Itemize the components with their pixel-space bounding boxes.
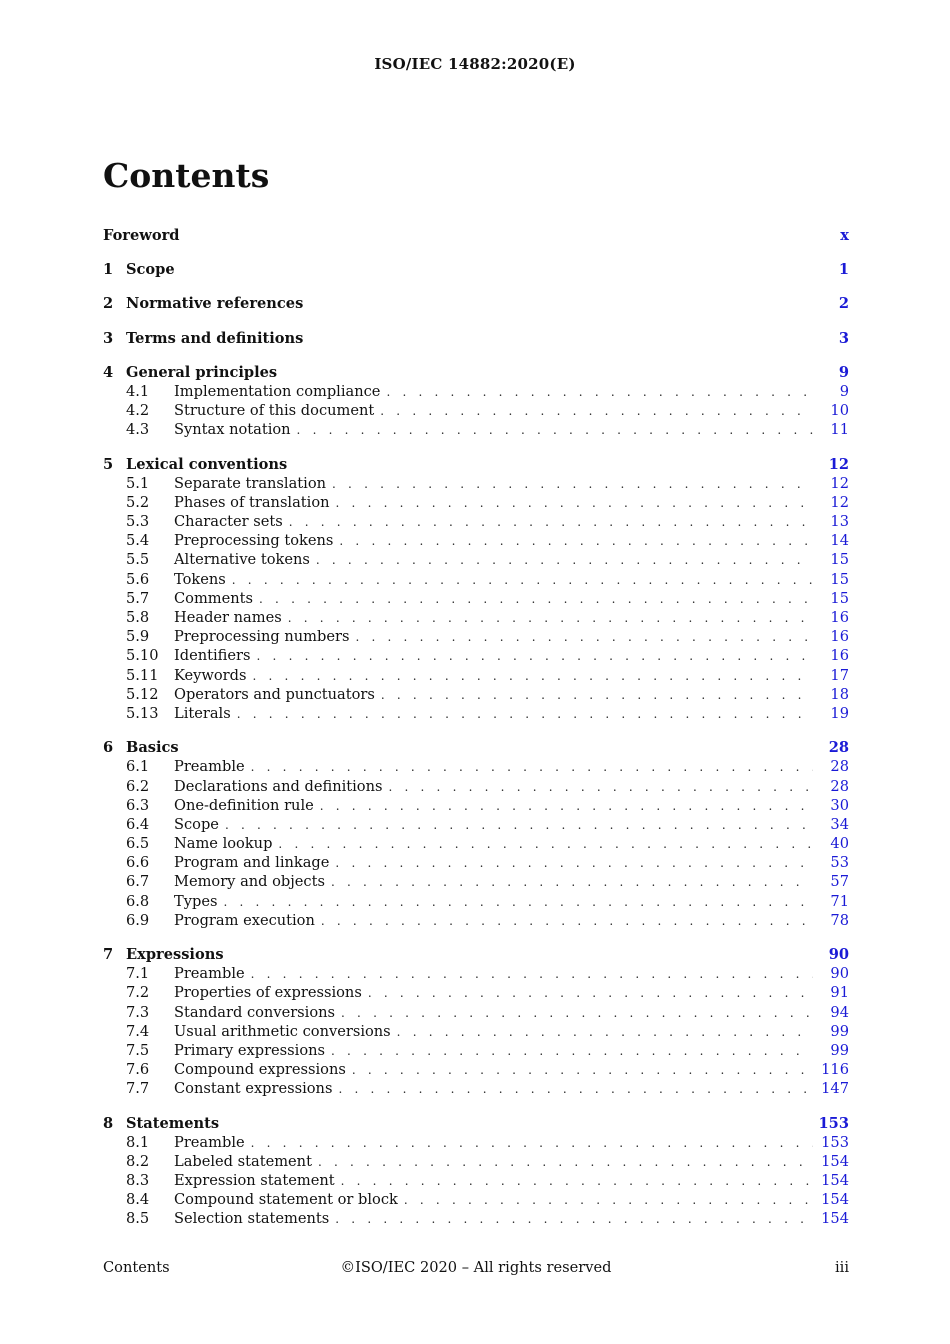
toc-section-entry[interactable] (103, 816, 849, 835)
toc-section-page-link[interactable]: 13 (830, 513, 849, 531)
dot-leader (335, 856, 813, 870)
toc-section-title[interactable]: Header names (174, 609, 282, 626)
toc-chapter-title[interactable]: Basics (126, 739, 179, 757)
toc-section-page-link[interactable]: 99 (830, 1041, 849, 1059)
toc-chapter-title[interactable]: Foreword (103, 227, 180, 244)
toc-chapter-page-link[interactable]: 2 (838, 295, 849, 313)
document-header: ISO/IEC 14882:2020(E) (374, 55, 576, 73)
toc-section-number: 6.5 (126, 835, 150, 853)
dot-leader (318, 1155, 813, 1169)
toc-section-entry[interactable] (103, 835, 849, 854)
toc-section-page-link[interactable]: 15 (830, 589, 849, 607)
toc-section-title[interactable]: Scope (174, 815, 219, 833)
toc-chapter (103, 261, 849, 280)
toc-section-entry[interactable] (103, 797, 849, 816)
toc-section-entry[interactable] (103, 1023, 849, 1042)
toc-chapter-entry[interactable] (103, 739, 849, 758)
toc-section-page-link[interactable]: 10 (830, 402, 849, 420)
toc-chapter (103, 364, 849, 441)
dot-leader (223, 895, 813, 909)
toc-section-entry[interactable] (103, 705, 849, 724)
toc-section-entry[interactable] (103, 667, 849, 686)
toc-chapter-page-link[interactable]: 90 (828, 946, 849, 963)
toc-section-entry[interactable] (103, 383, 849, 402)
toc-section-number: 6.1 (126, 758, 150, 776)
toc-section-number: 6.7 (126, 873, 150, 891)
toc-section-entry[interactable] (103, 609, 849, 628)
toc-section-title[interactable]: Compound statement or block (174, 1191, 398, 1209)
toc-section-number: 6.9 (126, 911, 150, 929)
toc-chapter-number: 5 (103, 455, 114, 473)
toc-chapter-page-link[interactable]: 12 (828, 455, 849, 473)
toc-chapter-number: 8 (103, 1114, 114, 1132)
toc-section-entry[interactable] (103, 494, 849, 513)
toc-section-page-link[interactable]: 18 (830, 685, 849, 703)
toc-section-entry[interactable] (103, 778, 849, 797)
toc-section-page-link[interactable]: 16 (830, 628, 849, 646)
toc-section-number: 7.5 (126, 1041, 150, 1059)
dot-leader (335, 1212, 813, 1226)
toc-section-entry[interactable] (103, 893, 849, 912)
dot-leader (251, 760, 813, 774)
dot-leader (368, 986, 813, 1000)
toc-section-number: 7.7 (126, 1080, 150, 1098)
toc-section-page-link[interactable]: 71 (830, 892, 849, 910)
toc-section-title[interactable]: Labeled statement (174, 1152, 312, 1170)
toc-section-entry[interactable] (103, 854, 849, 873)
toc-section-entry[interactable] (103, 1191, 849, 1210)
toc-section-title[interactable]: Tokens (174, 570, 226, 588)
toc-chapter-number: 4 (103, 363, 114, 381)
dot-leader (257, 649, 813, 663)
toc-section-number: 6.2 (126, 777, 150, 795)
toc-chapter-number: 3 (103, 329, 114, 347)
toc-chapter-page-link[interactable]: 1 (838, 261, 849, 279)
toc-chapter-entry[interactable] (103, 946, 849, 965)
toc-section-title[interactable]: Literals (174, 704, 231, 722)
toc-section-page-link[interactable]: 15 (830, 570, 849, 588)
toc-section-page-link[interactable]: 16 (830, 647, 849, 665)
toc-section-page-link[interactable]: 17 (830, 666, 849, 684)
toc-section-title[interactable]: Keywords (174, 666, 247, 684)
toc-section-page-link[interactable]: 154 (821, 1191, 849, 1209)
toc-section-entry[interactable] (103, 1042, 849, 1061)
dot-leader (336, 496, 813, 510)
toc-chapter-number: 7 (103, 946, 114, 963)
toc-section-page-link[interactable]: 9 (839, 382, 849, 400)
toc-section-entry[interactable] (103, 965, 849, 984)
dot-leader (237, 707, 813, 721)
dot-leader (331, 875, 813, 889)
toc-section-page-link[interactable]: 16 (830, 609, 849, 626)
toc-section-number: 4.3 (126, 421, 150, 439)
toc-section-page-link[interactable]: 91 (830, 984, 849, 1002)
toc-chapter-title[interactable]: General principles (126, 363, 278, 381)
dot-leader (380, 404, 813, 418)
toc-section-number: 5.11 (126, 666, 159, 684)
toc-section-title[interactable]: Operators and punctuators (174, 685, 375, 703)
toc-section-title[interactable]: Preamble (174, 1133, 245, 1151)
toc-section-number: 8.2 (126, 1152, 150, 1170)
toc-section-title[interactable]: Program and linkage (174, 854, 330, 872)
toc-section-page-link[interactable]: 147 (821, 1080, 849, 1098)
dot-leader (388, 780, 813, 794)
toc-section-page-link[interactable]: 154 (821, 1152, 849, 1170)
dot-leader (331, 1044, 813, 1058)
toc-section-number: 6.3 (126, 796, 150, 814)
toc-section-title[interactable]: Usual arithmetic conversions (174, 1022, 391, 1040)
toc-section-title[interactable]: Comments (174, 589, 254, 607)
toc-section-entry[interactable] (103, 1210, 849, 1229)
toc-section-title[interactable]: Properties of expressions (174, 984, 362, 1002)
toc-chapter-title[interactable]: Statements (126, 1114, 220, 1132)
toc-chapter-entry[interactable] (103, 1115, 849, 1134)
toc-chapter-title[interactable]: Terms and definitions (126, 329, 304, 347)
toc-chapter (103, 295, 849, 314)
toc-section-page-link[interactable]: 94 (830, 1003, 849, 1021)
toc-section-entry[interactable] (103, 475, 849, 494)
toc-section-number: 8.1 (126, 1133, 150, 1151)
toc-section-page-link[interactable]: 12 (830, 493, 849, 511)
toc-section-entry[interactable] (103, 513, 849, 532)
toc-section-page-link[interactable]: 99 (830, 1022, 849, 1040)
dot-leader (278, 837, 813, 851)
toc-section-title[interactable]: Declarations and definitions (174, 777, 383, 795)
toc-section-title[interactable]: Preamble (174, 758, 245, 776)
dot-leader (288, 611, 813, 625)
toc-section-title[interactable]: Constant expressions (174, 1080, 333, 1098)
toc-section-page-link[interactable]: 90 (830, 965, 849, 983)
footer-page-number: iii (834, 1259, 849, 1276)
toc-section-title[interactable]: Syntax notation (174, 421, 291, 439)
dot-leader (225, 818, 813, 832)
toc-chapter-entry[interactable] (103, 364, 849, 383)
toc-section-entry[interactable] (103, 912, 849, 931)
toc-section-title[interactable]: Structure of this document (174, 402, 375, 420)
toc-section-number: 7.2 (126, 984, 150, 1002)
dot-leader (339, 534, 813, 548)
toc-section-number: 5.7 (126, 589, 150, 607)
dot-leader (338, 1082, 813, 1096)
dot-leader (355, 630, 813, 644)
toc-section-number: 4.2 (126, 402, 150, 420)
toc-section-number: 5.2 (126, 493, 150, 511)
toc-chapter-title[interactable]: Lexical conventions (126, 455, 288, 473)
toc-section-number: 6.6 (126, 854, 150, 872)
toc-section-entry[interactable] (103, 1172, 849, 1191)
toc-section-number: 5.5 (126, 551, 150, 569)
footer-copyright: ©ISO/IEC 2020 – All rights reserved (340, 1259, 612, 1276)
toc-section-title[interactable]: Program execution (174, 911, 315, 929)
toc-section-entry[interactable] (103, 1134, 849, 1153)
toc-section-entry[interactable] (103, 402, 849, 421)
toc-section-number: 5.8 (126, 609, 150, 626)
toc-section-entry[interactable] (103, 758, 849, 777)
dot-leader (341, 1174, 813, 1188)
toc-section-page-link[interactable]: 30 (830, 796, 849, 814)
dot-leader (259, 592, 813, 606)
toc-chapter-page-link[interactable]: x (840, 227, 849, 244)
toc-section-title[interactable]: Separate translation (174, 474, 327, 492)
toc-section-title[interactable]: One-definition rule (174, 796, 314, 814)
toc-section-number: 5.10 (126, 647, 159, 665)
dot-leader (251, 1136, 813, 1150)
toc-section-entry[interactable] (103, 628, 849, 647)
toc-section-number: 6.8 (126, 892, 150, 910)
toc-section-page-link[interactable]: 14 (830, 532, 849, 550)
table-of-contents (103, 227, 849, 1245)
toc-section-title[interactable]: Phases of translation (174, 493, 330, 511)
toc-section-page-link[interactable]: 153 (821, 1133, 849, 1151)
toc-chapter (103, 1115, 849, 1230)
dot-leader (404, 1193, 813, 1207)
toc-chapter-number: 6 (103, 739, 114, 757)
toc-chapter-entry[interactable] (103, 227, 849, 246)
toc-section-page-link[interactable]: 116 (821, 1061, 849, 1079)
toc-section-number: 8.3 (126, 1172, 150, 1190)
dot-leader (297, 423, 813, 437)
toc-section-title[interactable]: Character sets (174, 513, 283, 531)
toc-section-page-link[interactable]: 40 (830, 835, 849, 853)
dot-leader (397, 1025, 813, 1039)
toc-section-number: 5.9 (126, 628, 150, 646)
toc-section-entry[interactable] (103, 1061, 849, 1080)
toc-section-number: 5.13 (126, 704, 159, 722)
toc-chapter-page-link[interactable]: 28 (828, 739, 849, 757)
toc-chapter-page-link[interactable]: 9 (838, 363, 849, 381)
toc-section-page-link[interactable]: 12 (830, 474, 849, 492)
toc-section-number: 7.4 (126, 1022, 150, 1040)
toc-section-title[interactable]: Preamble (174, 965, 245, 983)
toc-section-number: 4.1 (126, 382, 150, 400)
dot-leader (386, 385, 813, 399)
toc-section-entry[interactable] (103, 1080, 849, 1099)
toc-chapter-title[interactable]: Expressions (126, 946, 224, 963)
toc-section-page-link[interactable]: 19 (830, 704, 849, 722)
toc-section-title[interactable]: Preprocessing numbers (174, 628, 350, 646)
toc-chapter (103, 227, 849, 246)
toc-section-number: 5.1 (126, 474, 150, 492)
toc-section-entry[interactable] (103, 532, 849, 551)
dot-leader (232, 573, 813, 587)
toc-section-title[interactable]: Types (174, 892, 218, 910)
toc-section-title[interactable]: Name lookup (174, 835, 273, 853)
toc-section-page-link[interactable]: 34 (830, 815, 849, 833)
toc-section-title[interactable]: Implementation compliance (174, 382, 381, 400)
toc-section-number: 5.6 (126, 570, 150, 588)
toc-section-page-link[interactable]: 154 (821, 1210, 849, 1228)
toc-section-number: 6.4 (126, 815, 150, 833)
toc-section-page-link[interactable]: 78 (830, 911, 849, 929)
toc-chapter (103, 946, 849, 1100)
dot-leader (289, 515, 813, 529)
page-title: Contents (103, 156, 270, 195)
toc-section-number: 7.3 (126, 1003, 150, 1021)
toc-section-number: 7.1 (126, 965, 150, 983)
toc-section-entry[interactable] (103, 647, 849, 666)
toc-chapter (103, 330, 849, 349)
dot-leader (251, 967, 813, 981)
dot-leader (321, 914, 813, 928)
toc-section-entry[interactable] (103, 1004, 849, 1023)
toc-section-entry[interactable] (103, 551, 849, 570)
toc-section-entry[interactable] (103, 686, 849, 705)
toc-section-number: 5.12 (126, 685, 159, 703)
toc-chapter-title[interactable]: Normative references (126, 295, 304, 313)
toc-section-title[interactable]: Compound expressions (174, 1061, 346, 1079)
toc-section-page-link[interactable]: 28 (830, 758, 849, 776)
toc-section-title[interactable]: Expression statement (174, 1172, 335, 1190)
toc-chapter (103, 739, 849, 931)
dot-leader (320, 799, 813, 813)
toc-section-number: 5.3 (126, 513, 150, 531)
toc-chapter-entry[interactable] (103, 330, 849, 349)
toc-section-page-link[interactable]: 53 (830, 854, 849, 872)
dot-leader (341, 1006, 813, 1020)
toc-chapter-number: 1 (103, 261, 114, 279)
toc-section-number: 8.4 (126, 1191, 150, 1209)
toc-chapter-entry[interactable] (103, 456, 849, 475)
dot-leader (332, 477, 813, 491)
toc-section-page-link[interactable]: 28 (830, 777, 849, 795)
toc-section-page-link[interactable]: 15 (830, 551, 849, 569)
toc-section-entry[interactable] (103, 984, 849, 1003)
dot-leader (352, 1063, 813, 1077)
footer-section-name: Contents (103, 1259, 170, 1276)
toc-section-title[interactable]: Standard conversions (174, 1003, 336, 1021)
toc-section-number: 5.4 (126, 532, 150, 550)
toc-section-entry[interactable] (103, 1153, 849, 1172)
toc-section-title[interactable]: Primary expressions (174, 1041, 326, 1059)
dot-leader (252, 669, 813, 683)
toc-chapter-number: 2 (103, 295, 114, 313)
toc-chapter-entry[interactable] (103, 295, 849, 314)
toc-section-page-link[interactable]: 11 (830, 421, 849, 439)
toc-section-page-link[interactable]: 154 (821, 1172, 849, 1190)
toc-section-number: 8.5 (126, 1210, 150, 1228)
toc-section-entry[interactable] (103, 873, 849, 892)
toc-chapter-entry[interactable] (103, 261, 849, 280)
toc-section-title[interactable]: Selection statements (174, 1210, 330, 1228)
toc-section-entry[interactable] (103, 590, 849, 609)
toc-section-entry[interactable] (103, 421, 849, 440)
toc-section-number: 7.6 (126, 1061, 150, 1079)
toc-chapter (103, 456, 849, 725)
toc-section-title[interactable]: Preprocessing tokens (174, 532, 334, 550)
dot-leader (381, 688, 813, 702)
toc-chapter-page-link[interactable]: 153 (818, 1114, 849, 1132)
toc-section-title[interactable]: Identifiers (174, 647, 251, 665)
toc-section-page-link[interactable]: 57 (830, 873, 849, 891)
dot-leader (316, 553, 813, 567)
toc-section-entry[interactable] (103, 571, 849, 590)
toc-chapter-page-link[interactable]: 3 (838, 329, 849, 347)
toc-section-title[interactable]: Memory and objects (174, 873, 325, 891)
toc-chapter-title[interactable]: Scope (126, 261, 175, 279)
toc-section-title[interactable]: Alternative tokens (174, 551, 310, 569)
